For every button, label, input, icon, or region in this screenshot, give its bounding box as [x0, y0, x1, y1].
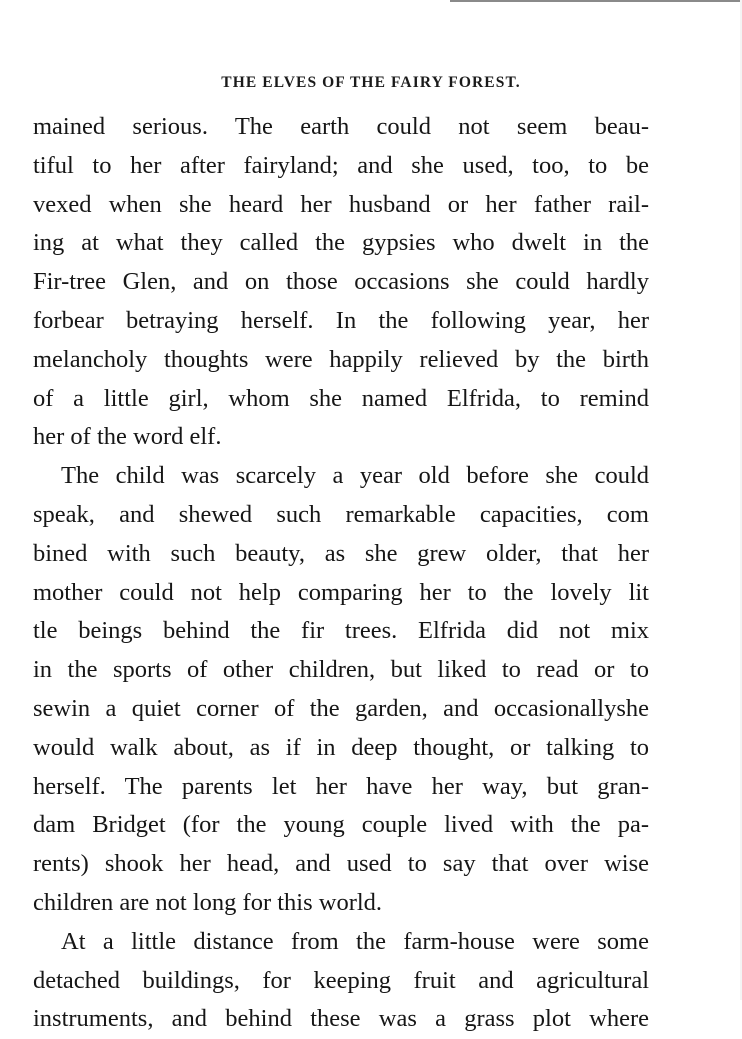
text-line: The child was scarcely a year old before she could	[61, 462, 649, 490]
text-line: children are not long for this world.	[33, 888, 383, 916]
text-line: herself. The parents let her have her way, but gran-	[33, 772, 649, 800]
page-edge-rule	[450, 0, 742, 2]
text-line: in the sports of other children, but liked to read or to	[33, 656, 649, 684]
text-line: forbear betraying herself. In the following year, her	[33, 306, 649, 334]
text-line: tle beings behind the fir trees. Elfrida did not mix	[33, 617, 649, 645]
text-line: detached buildings, for keeping fruit and agricultural	[33, 966, 649, 994]
running-head: THE ELVES OF THE FAIRY FOREST.	[221, 74, 521, 91]
text-line: mother could not help comparing her to the lovely lit	[33, 578, 649, 606]
text-line: of a little girl, whom she named Elfrida, to remind	[33, 384, 649, 412]
text-line: ing at what they called the gypsies who dwelt in the	[33, 229, 649, 257]
text-line: instruments, and behind these was a grass plot where	[33, 1005, 649, 1033]
text-line: mained serious. The earth could not seem beau-	[33, 113, 649, 140]
text-line: dam Bridget (for the young couple lived with the pa-	[33, 811, 649, 839]
text-line: Fir-tree Glen, and on those occasions she could hardly	[33, 268, 649, 296]
text-line: rents) shook her head, and used to say that over wise	[33, 850, 649, 878]
text-line: speak, and shewed such remarkable capacities, com	[33, 500, 649, 528]
text-line: sewin a quiet corner of the garden, and occasionallyshe	[33, 694, 649, 722]
text-line: melancholy thoughts were happily relieved by the birth	[33, 345, 649, 373]
text-line: vexed when she heard her husband or her father rail-	[33, 190, 649, 218]
text-line: At a little distance from the farm-house were some	[61, 927, 649, 955]
text-line: would walk about, as if in deep thought, or talking to	[33, 733, 649, 761]
text-line: bined with such beauty, as she grew older, that her	[33, 539, 649, 567]
text-line: her of the word elf.	[33, 423, 222, 451]
body-text	[33, 108, 649, 1039]
text-line: tiful to her after fairyland; and she used, too, to be	[33, 151, 649, 179]
